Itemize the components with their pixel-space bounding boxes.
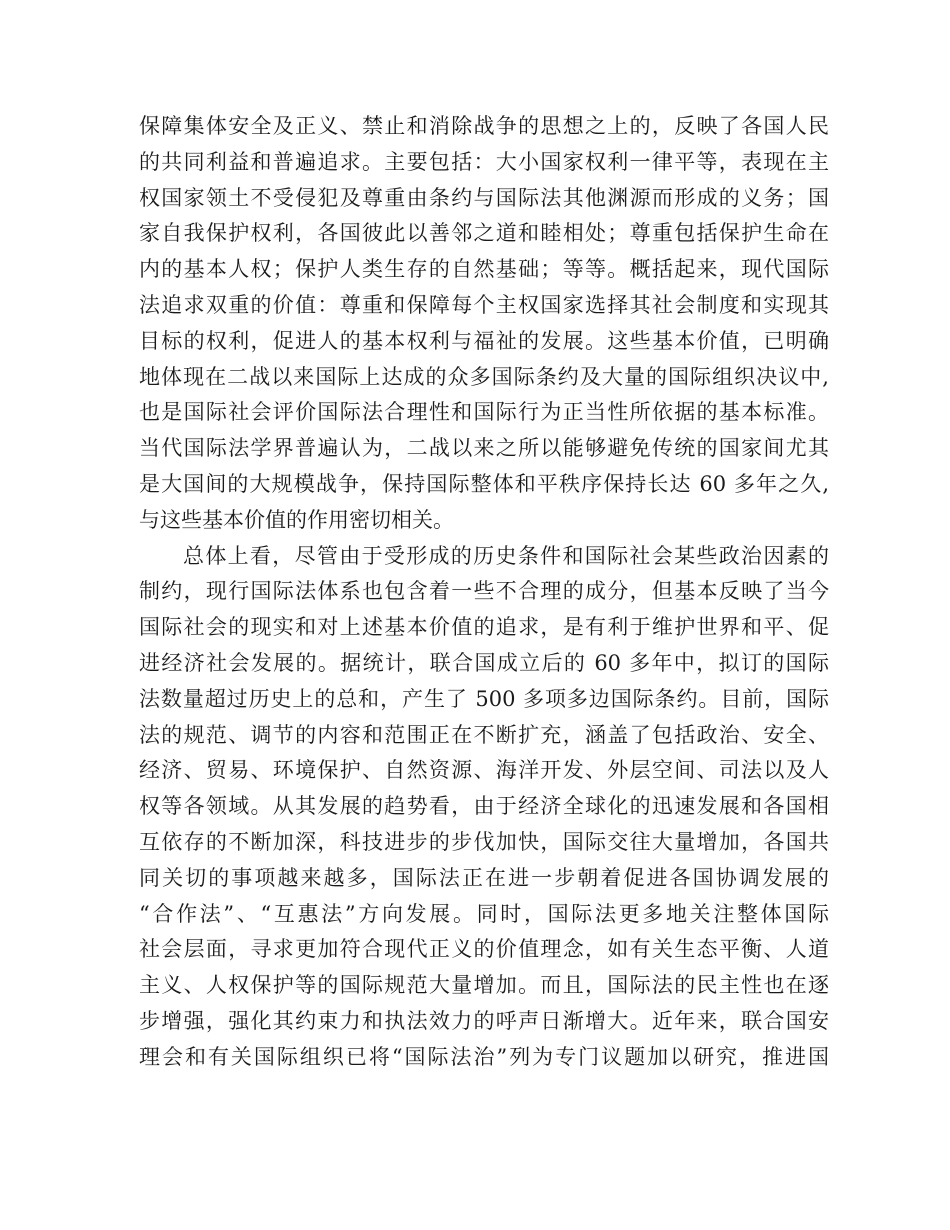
text-line: 互依存的不断加深，科技进步的步伐加快，国际交往大量增加，各国共 (139, 829, 829, 854)
text-line: 法追求双重的价值：尊重和保障每个主权国家选择其社会制度和实现其 (139, 292, 829, 317)
text-line: 的共同利益和普遍追求。主要包括：大小国家权利一律平等，表现在主 (139, 149, 829, 174)
text-line: 权等各领域。从其发展的趋势看，由于经济全球化的迅速发展和各国相 (139, 794, 829, 819)
text-line: 内的基本人权；保护人类生存的自然基础；等等。概括起来，现代国际 (139, 257, 829, 282)
text-line: 进经济社会发展的。据统计，联合国成立后的 60 多年中，拟订的国际 (139, 650, 829, 675)
text-line: 家自我保护权利，各国彼此以善邻之道和睦相处；尊重包括保护生命在 (139, 221, 829, 246)
paragraph-first-line: 总体上看，尽管由于受形成的历史条件和国际社会某些政治因素的 (183, 543, 829, 568)
text-line: 也是国际社会评价国际法合理性和国际行为正当性所依据的基本标准。 (139, 400, 829, 425)
text-line: 社会层面，寻求更加符合现代正义的价值理念，如有关生态平衡、人道 (139, 937, 829, 962)
text-line: 权国家领土不受侵犯及尊重由条约与国际法其他渊源而形成的义务；国 (139, 185, 829, 210)
text-line: 是大国间的大规模战争，保持国际整体和平秩序保持长达 60 多年之久, (139, 471, 829, 496)
text-line: “合作法”、“互惠法”方向发展。同时，国际法更多地关注整体国际 (139, 901, 829, 926)
text-line: 保障集体安全及正义、禁止和消除战争的思想之上的，反映了各国人民 (139, 114, 829, 138)
text-line: 制约，现行国际法体系也包含着一些不合理的成分，但基本反映了当今 (139, 579, 829, 604)
text-line: 国际社会的现实和对上述基本价值的追求，是有利于维护世界和平、促 (139, 615, 829, 640)
text-line: 地体现在二战以来国际上达成的众多国际条约及大量的国际组织决议中, (139, 364, 829, 389)
text-line: 目标的权利，促进人的基本权利与福祉的发展。这些基本价值，已明确 (139, 328, 829, 353)
text-line: 步增强，强化其约束力和执法效力的呼声日渐增大。近年来，联合国安 (139, 1008, 829, 1033)
text-line: 主义、人权保护等的国际规范大量增加。而且，国际法的民主性也在逐 (139, 973, 829, 998)
body-text (139, 109, 829, 1076)
text-line: 法数量超过历史上的总和，产生了 500 多项多边国际条约。目前，国际 (139, 686, 829, 711)
text-line: 与这些基本价值的作用密切相关。 (139, 507, 454, 532)
text-line: 经济、贸易、环境保护、自然资源、海洋开发、外层空间、司法以及人 (139, 758, 829, 783)
text-line: 当代国际法学界普遍认为，二战以来之所以能够避免传统的国家间尤其 (139, 436, 829, 461)
text-line: 理会和有关国际组织已将“国际法治”列为专门议题加以研究，推进国 (139, 1044, 829, 1069)
text-line: 同关切的事项越来越多，国际法正在进一步朝着促进各国协调发展的 (139, 865, 829, 890)
text-line: 法的规范、调节的内容和范围正在不断扩充，涵盖了包括政治、安全、 (139, 722, 829, 747)
